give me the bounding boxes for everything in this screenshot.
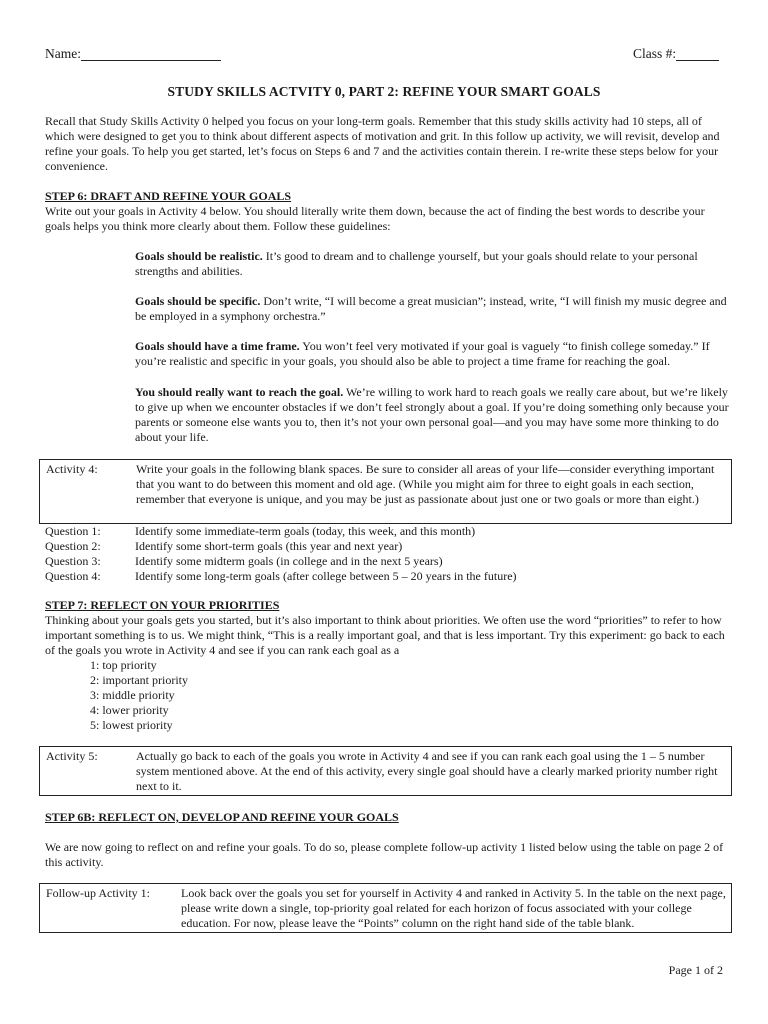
activity4-box (39, 459, 732, 524)
question-row (45, 539, 735, 554)
question-row (45, 524, 735, 539)
step6b-heading: STEP 6B: REFLECT ON, DEVELOP AND REFINE YOUR GOALS (45, 810, 399, 824)
activity4-text: Write your goals in the following blank spaces. Be sure to consider all areas of your life—consider everything important that you want to do between this moment and old age. (While you might aim for three to eight goals in each section, remember that everyone is unique, and you may be just as passionate about just one or two goals or more than eight.) (136, 462, 715, 506)
activity5-text: Actually go back to each of the goals you wrote in Activity 4 and see if you can rank each goal using the 1 – 5 number system mentioned above. At the end of this activity, every single goal should have a clearly marked priority number right next to it. (136, 749, 718, 793)
document-title: STUDY SKILLS ACTVITY 0, PART 2: REFINE YOUR SMART GOALS (167, 84, 601, 99)
guideline-specific-text: Don’t write, “I will become a great musician”; instead, write, “I will finish my music degree and be employed in a symphony orchestra.” (135, 294, 727, 323)
question-row (45, 569, 735, 584)
priority-item: 1: top priority (90, 658, 157, 672)
question-text: Identify some immediate-term goals (today, this week, and this month) (135, 524, 476, 538)
guideline-time-frame-text: You won’t feel very motivated if your goal is vaguely “to finish college someday.” If you’re realistic and specific in your goals, you should also be able to project a time frame for reaching the goal. (135, 339, 710, 368)
question-text: Identify some midterm goals (in college and in the next 5 years) (135, 554, 443, 568)
step6-text: Write out your goals in Activity 4 below. You should literally write them down, because the act of finding the best words to describe your goals helps you think more clearly about them. Follow these guidelines: (45, 204, 705, 233)
question-text: Identify some short-term goals (this year and next year) (135, 539, 403, 553)
guideline-want-text: We’re willing to work hard to reach goals we really care about, but we’re likely to give up when we encounter obstacles if we don’t feel strongly about a goal. If you’re doing something only because your parents or someone else wants you to, then it’s not your own personal goal—and you may have some more thinking to do about your life. (135, 385, 729, 444)
guideline-realistic-title: Goals should be realistic. (135, 249, 263, 263)
guideline-realistic (135, 249, 733, 279)
page-number: Page 1 of 2 (668, 963, 723, 977)
guideline-specific (135, 294, 733, 324)
step6b-text: We are now going to reflect on and refine your goals. To do so, please complete follow-up activity 1 listed below using the table on page 2 of this activity. (45, 840, 724, 869)
question-text: Identify some long-term goals (after college between 5 – 20 years in the future) (135, 569, 517, 583)
activity4-label: Activity 4: (46, 462, 98, 476)
guideline-specific-title: Goals should be specific. (135, 294, 261, 308)
guideline-time-frame (135, 339, 733, 369)
name-label: Name: (45, 46, 81, 61)
class-field (633, 46, 719, 61)
class-label: Class #: (633, 46, 677, 61)
activity5-box (39, 746, 732, 796)
step7-heading: STEP 7: REFLECT ON YOUR PRIORITIES (45, 598, 280, 612)
intro-paragraph: Recall that Study Skills Activity 0 helped you focus on your long-term goals. Remember that this study skills activity had 10 steps, all of which were designed to get you to think about different aspects of motivation and grit. In this follow up activity, we will revisit, develop and refine your goals. To help you get started, let’s focus on Steps 6 and 7 and the activities contain therein. I re-write these steps below for your convenience. (45, 114, 720, 173)
question-label: Question 1: (45, 524, 101, 538)
priority-item: 2: important priority (90, 673, 188, 687)
step6-heading: STEP 6: DRAFT AND REFINE YOUR GOALS (45, 189, 292, 203)
name-field (45, 46, 221, 61)
followup1-box (39, 883, 732, 933)
question-row (45, 554, 735, 569)
class-blank-line (676, 46, 719, 61)
priority-item: 5: lowest priority (90, 718, 173, 732)
step7-text: Thinking about your goals gets you started, but it’s also important to think about priorities. We often use the word “priorities” to refer to how important something is to us. We might think, “This is a really important goal, and that is less important. Try this experiment: go back to each of the goals you wrote in Activity 4 and see if you can rank each goal as a (45, 613, 725, 657)
guideline-realistic-text: It’s good to dream and to challenge yourself, but your goals should relate to your personal strengths and abilities. (135, 249, 698, 278)
guideline-want (135, 385, 733, 445)
followup1-text: Look back over the goals you set for yourself in Activity 4 and ranked in Activity 5. In the table on the next page, please write down a single, top-priority goal related for each horizon of focus associated with your college education. For now, please leave the “Points” column on the right hand side of the table blank. (181, 886, 726, 930)
name-blank-line (81, 46, 221, 61)
guideline-time-frame-title: Goals should have a time frame. (135, 339, 300, 353)
priority-item: 4: lower priority (90, 703, 169, 717)
question-label: Question 2: (45, 539, 101, 553)
guideline-want-title: You should really want to reach the goal. (135, 385, 344, 399)
priority-item: 3: middle priority (90, 688, 175, 702)
question-label: Question 3: (45, 554, 101, 568)
activity5-label: Activity 5: (46, 749, 98, 763)
followup1-label: Follow-up Activity 1: (46, 886, 151, 900)
question-label: Question 4: (45, 569, 101, 583)
